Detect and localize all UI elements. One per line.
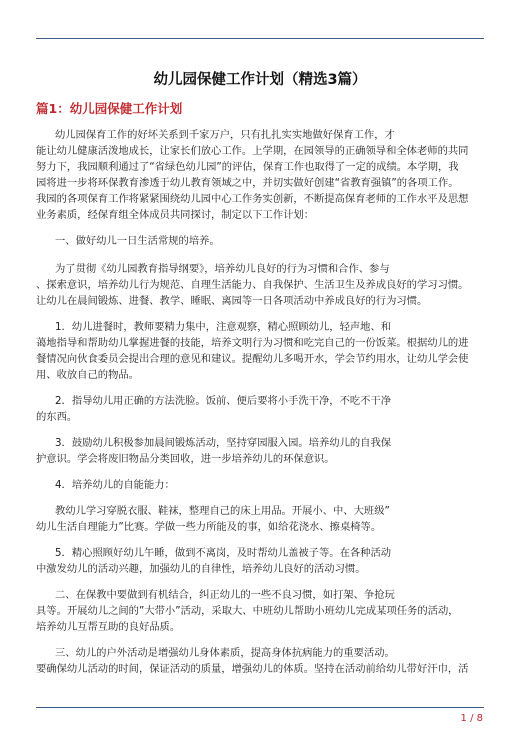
paragraph-line: 用、收放自己的物品。 <box>36 369 139 381</box>
paragraph-line: 要确保幼儿活动的时间，保证活动的质量，增强幼儿的体质。坚持在活动前给幼儿带好汗巾，活 <box>36 663 469 675</box>
paragraph-line: 5．精心照顾好幼儿午睡，做到不离岗，及时帮幼儿盖被子等。在各种活动 <box>55 547 392 559</box>
header-rule <box>36 38 484 39</box>
paragraph-line: 培养幼儿互帮互助的良好品质。 <box>36 621 181 633</box>
paragraph-line: 业务素质，经保育组全体成员共同探讨，制定以下工作计划： <box>36 209 315 221</box>
paragraph-line: 中激发幼儿的活动兴趣，加强幼儿的自律性，培养幼儿良好的活动习惯。 <box>36 563 366 575</box>
section-heading: 篇1：幼儿园保健工作计划 <box>36 101 183 116</box>
paragraph-line: 1．幼儿进餐时，教师要精力集中，注意观察，精心照顾幼儿，轻声地、和 <box>55 321 392 333</box>
paragraph-line: 2．指导幼儿用正确的方法洗脸。饭前、便后要将小手洗干净，不吃不干净 <box>55 395 392 407</box>
paragraph-line: 蔼地指导和帮助幼儿掌握进餐的技能，培养文明行为习惯和吃完自己的一份饭菜。根据幼儿的进 <box>36 337 469 349</box>
paragraph-line: 让幼儿在晨间锻炼、进餐、教学、睡眠、离园等一日各项活动中养成良好的行为习惯。 <box>36 295 428 307</box>
paragraph-line: 具等。开展幼儿之间的”大带小”活动，采取大、中班幼儿帮助小班幼儿完成某项任务的活动， <box>36 605 459 617</box>
paragraph-line: 3．鼓励幼儿积极参加晨间锻炼活动，坚持穿园服入园。培养幼儿的自我保 <box>55 437 392 449</box>
page-indicator: 1 / 8 <box>460 713 483 724</box>
paragraph-line: 幼儿园保育工作的好坏关系到千家万户，只有扎扎实实地做好保育工作，才 <box>55 129 395 141</box>
paragraph-line: 为了贯彻《幼儿园教育指导纲要》，培养幼儿良好的行为习惯和合作、参与 <box>55 263 390 275</box>
paragraph-line: 园将进一步将环保教育渗透于幼儿教育领域之中，并切实做好创建“省教育强镇”的各项工作。 <box>36 177 459 189</box>
subheading-line: 一、做好幼儿一日生活常规的培养。 <box>55 235 220 247</box>
paragraph-line: 二、在保教中要做到有机结合，纠正幼儿的一些不良习惯，如打架、争抢玩 <box>55 589 395 601</box>
paragraph-line: 努力下，我园顺利通过了“省绿色幼儿园”的评估，保育工作也取得了一定的成绩。本学期，我 <box>36 161 459 173</box>
document-title: 幼儿园保健工作计划（精选3篇） <box>153 72 367 88</box>
paragraph-line: 的东西。 <box>36 411 78 423</box>
footer-rule <box>36 707 484 708</box>
paragraph-line: 餐情况向伙食委员会提出合理的意见和建议。提醒幼儿多喝开水，学会节约用水，让幼儿学会使 <box>36 353 469 365</box>
paragraph-line: 、探索意识，培养幼儿行为规范、自理生活能力、自我保护、生活卫生及养成良好的学习习惯。 <box>36 279 469 291</box>
paragraph-line: 幼儿生活自理能力”比赛。学做一些力所能及的事，如给花浇水、擦桌椅等。 <box>36 521 382 533</box>
paragraph-line: 三、幼儿的户外活动是增强幼儿身体素质，提高身体抗病能力的重要活动。 <box>55 647 395 659</box>
paragraph-line: 我园的各项保育工作将紧紧围绕幼儿园中心工作务实创新，不断提高保育老师的工作水平及思想 <box>36 193 469 205</box>
subheading-line: 4．培养幼儿的自能能力： <box>55 479 175 491</box>
paragraph-line: 教幼儿学习穿脱衣服、鞋袜，整理自己的床上用品。开展小、中、大班级” <box>55 505 390 517</box>
paragraph-line: 能让幼儿健康活泼地成长，让家长们放心工作。上学期，在园领导的正确领导和全体老师的共同 <box>36 145 469 157</box>
paragraph-line: 护意识。学会将废旧物品分类回收，进一步培养幼儿的环保意识。 <box>36 453 335 465</box>
